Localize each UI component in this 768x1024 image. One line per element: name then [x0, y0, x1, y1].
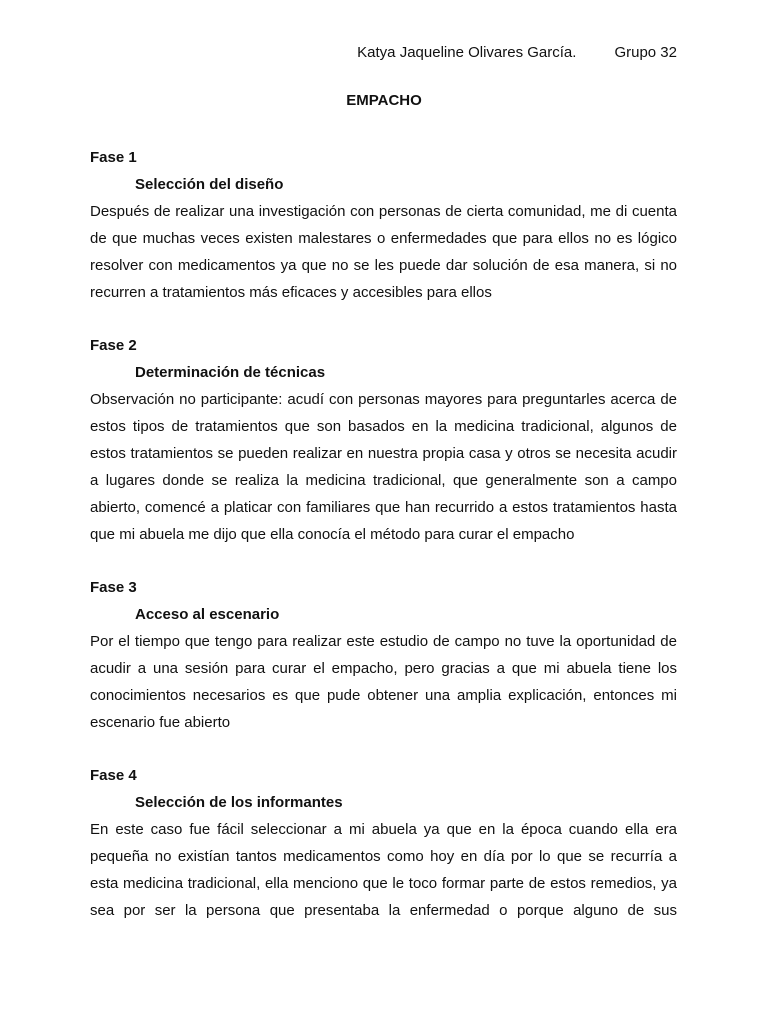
paragraph	[90, 816, 677, 924]
phase-subtitle: Acceso al escenario	[135, 606, 280, 623]
paragraph-line: recurren a tratamientos más eficaces y accesibles para ellos	[90, 284, 492, 301]
paragraph-line: Después de realizar una investigación con personas de cierta comunidad, me di cuenta	[90, 203, 677, 220]
paragraph-line: estos tratamientos se pueden realizar en nuestra propia casa y otros se necesita acudir	[90, 445, 677, 462]
paragraph-line: escenario fue abierto	[90, 714, 231, 731]
paragraph-line: resolver con medicamentos ya que no se les puede dar solución de esa manera, si no	[90, 257, 677, 274]
paragraph-line: que mi abuela me dijo que ella conocía el método para curar el empacho	[90, 526, 575, 543]
section-fase-2	[90, 332, 677, 548]
document-body	[90, 144, 677, 950]
section-fase-1	[90, 144, 677, 306]
phase-subtitle: Determinación de técnicas	[135, 364, 326, 381]
section-fase-4	[90, 762, 677, 924]
paragraph	[90, 628, 677, 736]
paragraph	[90, 386, 677, 548]
phase-heading: Fase 2	[90, 337, 137, 354]
phase-subtitle: Selección del diseño	[135, 176, 284, 193]
paragraph-line: Observación no participante: acudí con personas mayores para preguntarles acerca de	[90, 391, 677, 408]
paragraph-line: estos tipos de tratamientos que son basados en la medicina tradicional, algunos de	[90, 418, 677, 435]
paragraph-line: esta medicina tradicional, ella menciono que le toco formar parte de estos remedios, ya	[90, 875, 677, 892]
document-title: EMPACHO	[346, 92, 422, 109]
phase-heading: Fase 3	[90, 579, 137, 596]
paragraph-line: de que muchas veces existen malestares o enfermedades que para ellos no es lógico	[90, 230, 677, 247]
paragraph-line: abierto, comencé a platicar con familiares que han recurrido a estos tratamientos hasta	[90, 499, 677, 516]
page-header	[357, 44, 677, 61]
paragraph-line: pequeña no existían tantos medicamentos como hoy en día por lo que se recurría a	[90, 848, 677, 865]
paragraph-line: Por el tiempo que tengo para realizar este estudio de campo no tuve la oportunidad de	[90, 633, 677, 650]
paragraph-line: acudir a una sesión para curar el empacho, pero gracias a que mi abuela tiene los	[90, 660, 677, 677]
paragraph-line: conocimientos necesarios es que pude obtener una amplia explicación, entonces mi	[90, 687, 677, 704]
paragraph	[90, 198, 677, 306]
phase-heading: Fase 1	[90, 149, 137, 166]
paragraph-line: sea por ser la persona que presentaba la enfermedad o porque alguno de sus	[90, 902, 677, 919]
phase-heading: Fase 4	[90, 767, 137, 784]
paragraph-line: En este caso fue fácil seleccionar a mi abuela ya que en la época cuando ella era	[90, 821, 677, 838]
paragraph-line: a lugares donde se realiza la medicina tradicional, que generalmente son a campo	[90, 472, 677, 489]
group-label: Grupo 32	[614, 44, 677, 61]
section-fase-3	[90, 574, 677, 736]
phase-subtitle: Selección de los informantes	[135, 794, 343, 811]
author-name: Katya Jaqueline Olivares García.	[357, 44, 577, 61]
